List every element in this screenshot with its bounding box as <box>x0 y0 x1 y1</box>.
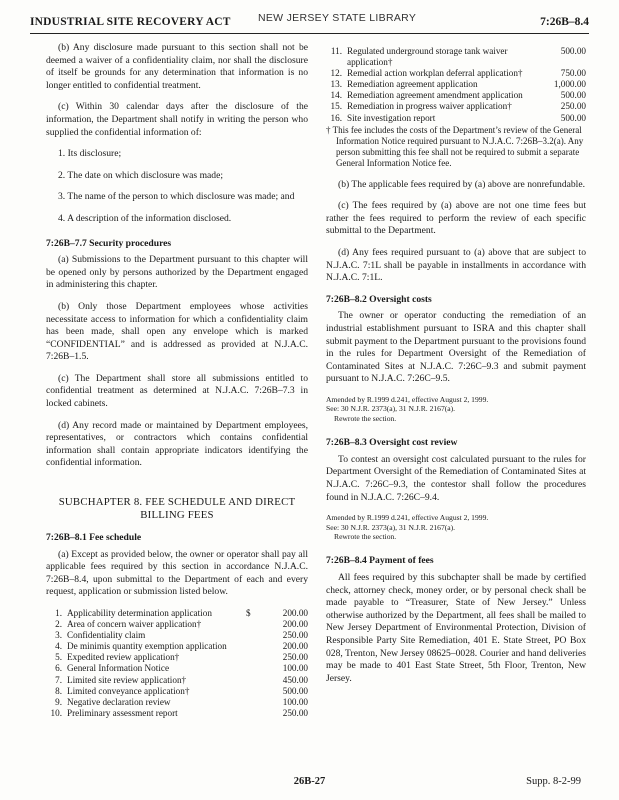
section-8-4-body: All fees required by this subchapter shall be made by certified check, attorney check, money order, or by personal check shall be made payable to “Treasurer, State of New Jersey.” Unless otherwise authorized by the Department, all fees shall be mailed to New Jersey Department of Environmental Protection, Division of Responsible Party Site Remediation, 401 E. State Street, PO Box 028, Trenton, New Jersey 08625–0028. Courier and hand deliveries may be made to 401 East State Street, 5th Floor, Trenton, New Jersey. <box>326 571 586 684</box>
fee-item-number: 14. <box>330 90 342 101</box>
section-heading-8-2: 7:26B–8.2 Oversight costs <box>326 293 432 305</box>
fee-item-amount: 500.00 <box>560 112 586 123</box>
fee-item-number: 1. <box>55 608 62 618</box>
fee-row <box>46 663 308 674</box>
page-number: 26B-27 <box>293 776 326 787</box>
section-7-7-b: (b) Only those Department employees whose activities necessitate access to information for which a confidentiality claim has been made, shall open any envelope which is marked “CONFIDENTIAL” and is addressed as provided at N.J.A.C. 7:26B–1.5. <box>46 300 308 363</box>
list-item-2: 2. The date on which disclosure was made; <box>58 169 224 181</box>
section-8-1-a: (a) Except as provided below, the owner or operator shall pay all applicable fees required by this section in accordance N.J.A.C. 7:26B–8.4, upon submittal to the Department of each and every request, application or submission listed below. <box>46 548 308 598</box>
fee-item-amount: 250.00 <box>282 707 308 718</box>
fee-item-label: Remediation in progress waiver application† <box>347 101 512 112</box>
fee-row <box>46 630 308 641</box>
subchapter-heading <box>46 496 308 522</box>
fee-item-label: Regulated underground storage tank waiver application† <box>347 46 508 68</box>
fee-item-currency <box>246 675 256 686</box>
fee-item-amount: 100.00 <box>282 696 308 707</box>
fee-row <box>326 68 586 79</box>
amendment-line: See: 30 N.J.R. 2373(a), 31 N.J.R. 2167(a). <box>326 404 456 414</box>
fee-row <box>46 708 308 719</box>
supplement-date: Supp. 8-2-99 <box>526 776 581 787</box>
list-item-4: 4. A description of the information disclosed. <box>58 212 232 224</box>
section-7-7-a: (a) Submissions to the Department pursuant to this chapter will be opened only by persons authorized by the Department engaged in administering this chapter. <box>46 254 308 291</box>
fee-item-label: De minimis quantity exemption application <box>67 641 227 652</box>
fee-row <box>326 101 586 112</box>
fee-row <box>46 686 308 697</box>
fee-row <box>46 697 308 708</box>
fee-item-amount: 750.00 <box>560 68 586 79</box>
fee-item-amount: 250.00 <box>560 101 586 112</box>
paragraph-c: (c) Within 30 calendar days after the disclosure of the information, the Department shall notify in writing the person who supplied the confidential information of: <box>46 101 308 138</box>
fee-row <box>326 79 586 90</box>
fee-item-number: 6. <box>55 663 62 674</box>
fee-item-currency <box>246 663 256 674</box>
fee-item-amount: 250.00 <box>282 652 308 663</box>
fee-item-number: 4. <box>55 641 62 652</box>
fee-item-label: Remediation agreement application <box>347 79 478 90</box>
subchapter-heading-line-2: BILLING FEES <box>140 509 214 522</box>
fee-item-number: 2. <box>55 619 62 630</box>
subchapter-heading-line-1: SUBCHAPTER 8. FEE SCHEDULE AND DIRECT <box>58 496 296 509</box>
left-column <box>46 42 308 719</box>
section-heading-8-3: 7:26B–8.3 Oversight cost review <box>326 437 458 449</box>
section-8-2-body: The owner or operator conducting the remediation of an industrial establishment pursuant to ISRA and this chapter shall submit payment to the Department pursuant to the provisions found in the rules for Department Oversight of the Remediation of Contaminated Sites at N.J.A.C. 7:26C–9.3 and submit payment pursuant to N.J.A.C. 7:26C–9.5. <box>326 310 586 385</box>
fee-item-label: Limited conveyance application† <box>67 685 190 696</box>
header-rule <box>30 33 589 34</box>
fee-item-label: Preliminary assessment report <box>67 707 178 718</box>
fee-item-label: Remedial action workplan deferral application† <box>347 68 523 79</box>
fee-row <box>46 641 308 652</box>
fee-item-label: General Information Notice <box>67 663 170 674</box>
fee-item-amount: 500.00 <box>560 90 586 101</box>
fee-item-amount: 450.00 <box>282 674 308 685</box>
fee-item-currency <box>246 630 256 641</box>
fee-item-amount: 500.00 <box>282 685 308 696</box>
list-item-3: 3. The name of the person to which disclosure was made; and <box>58 191 295 203</box>
fee-row <box>326 90 586 101</box>
fee-item-currency: $ <box>246 608 251 618</box>
fee-item-number: 8. <box>55 685 62 696</box>
fee-item-label: Site investigation report <box>347 112 436 123</box>
section-heading-7-7: 7:26B–7.7 Security procedures <box>46 237 172 249</box>
amendment-line: See: 30 N.J.R. 2373(a), 31 N.J.R. 2167(a). <box>326 522 456 532</box>
fee-row <box>326 113 586 124</box>
fee-item-number: 13. <box>330 79 342 90</box>
fee-item-currency <box>246 686 256 697</box>
fee-item-number: 3. <box>55 630 62 641</box>
fee-item-amount: 200.00 <box>282 608 308 618</box>
fee-item-label: Applicability determination application <box>67 608 212 618</box>
section-heading-8-1: 7:26B–8.1 Fee schedule <box>46 532 142 544</box>
fee-schedule-table-right <box>326 46 586 124</box>
amendment-line: Rewrote the section. <box>334 531 397 541</box>
section-heading-8-4: 7:26B–8.4 Payment of fees <box>326 555 434 567</box>
fee-item-currency <box>246 641 256 652</box>
fee-item-label: Remediation agreement amendment application <box>347 90 523 101</box>
fee-schedule-table-left <box>46 608 308 719</box>
fee-item-number: 11. <box>330 46 342 56</box>
fee-item-amount: 200.00 <box>282 641 308 652</box>
fee-row <box>326 46 586 68</box>
fee-item-number: 5. <box>55 652 62 663</box>
header-section-number: 7:26B–8.4 <box>540 16 589 28</box>
fee-item-amount: 500.00 <box>560 46 586 56</box>
fee-item-label: Confidentiality claim <box>67 630 146 641</box>
fee-row <box>46 675 308 686</box>
fee-item-amount: 250.00 <box>282 630 308 641</box>
running-header <box>30 12 589 34</box>
list-item-1: 1. Its disclosure; <box>58 148 122 160</box>
section-8-1-b: (b) The applicable fees required by (a) above are nonrefundable. <box>338 178 586 190</box>
fee-item-number: 9. <box>55 696 62 707</box>
library-stamp: NEW JERSEY STATE LIBRARY <box>258 12 417 24</box>
fee-item-currency <box>246 619 256 630</box>
fee-item-currency <box>246 708 256 719</box>
right-column <box>326 42 586 694</box>
header-title: INDUSTRIAL SITE RECOVERY ACT <box>30 16 231 28</box>
section-7-7-c: (c) The Department shall store all submissions entitled to confidential treatment as determined at N.J.A.C. 7:26B–7.3 in locked cabinets. <box>46 372 308 410</box>
fee-item-amount: 100.00 <box>282 663 308 674</box>
section-8-1-c: (c) The fees required by (a) above are not one time fees but rather the fees required to perform the review of each specific submittal to the Department. <box>326 200 586 237</box>
fee-item-number: 15. <box>330 101 342 112</box>
fee-item-currency <box>246 697 256 708</box>
fee-item-number: 12. <box>330 68 342 79</box>
fee-item-currency <box>246 652 256 663</box>
section-8-3-body: To contest an oversight cost calculated pursuant to the rules for Department Oversight of the Remediation of Contaminated Sites at N.J.A.C. 7:26C–9.3, the contestor shall follow the procedures found in N.J.A.C. 7:26C–9.4. <box>326 453 586 503</box>
fee-row <box>46 652 308 663</box>
fee-item-number: 16. <box>330 112 342 123</box>
fee-footnote: † This fee includes the costs of the Department’s review of the General Information Notice required pursuant to N.J.A.C. 7:26B–3.2(a). Any person submitting this fee shall not be required to submit a separate General Information Notice fee. <box>326 124 584 168</box>
section-7-7-d: (d) Any record made or maintained by Department employees, representatives, or contractors which contains confidential information shall contain appropriate indicators identifying the confidential information. <box>46 419 308 469</box>
amendment-line: Amended by R.1999 d.241, effective August 2, 1999. <box>326 513 489 523</box>
fee-item-label: Limited site review application† <box>67 674 187 685</box>
fee-row <box>46 608 308 619</box>
fee-item-amount: 200.00 <box>282 619 308 630</box>
fee-item-number: 7. <box>55 674 62 685</box>
fee-item-amount: 1,000.00 <box>553 79 586 90</box>
section-8-1-d: (d) Any fees required pursuant to (a) above that are subject to N.J.A.C. 7:1L shall be payable in installments in accordance with N.J.A.C. 7:1L. <box>326 247 586 284</box>
fee-item-label: Negative declaration review <box>67 696 171 707</box>
fee-item-label: Area of concern waiver application† <box>67 619 202 630</box>
fee-item-number: 10. <box>50 707 62 718</box>
amendment-line: Rewrote the section. <box>334 413 397 423</box>
amendment-note-8-2 <box>326 395 586 423</box>
fee-item-label: Expedited review application† <box>67 652 180 663</box>
amendment-line: Amended by R.1999 d.241, effective August 2, 1999. <box>326 394 489 404</box>
fee-row <box>46 619 308 630</box>
paragraph-b: (b) Any disclosure made pursuant to this section shall not be deemed a waiver of a confidentiality claim, nor shall the disclosure of itself be grounds for any determination that information is no longer entitled to confidential treatment. <box>46 42 308 91</box>
amendment-note-8-3 <box>326 513 586 541</box>
